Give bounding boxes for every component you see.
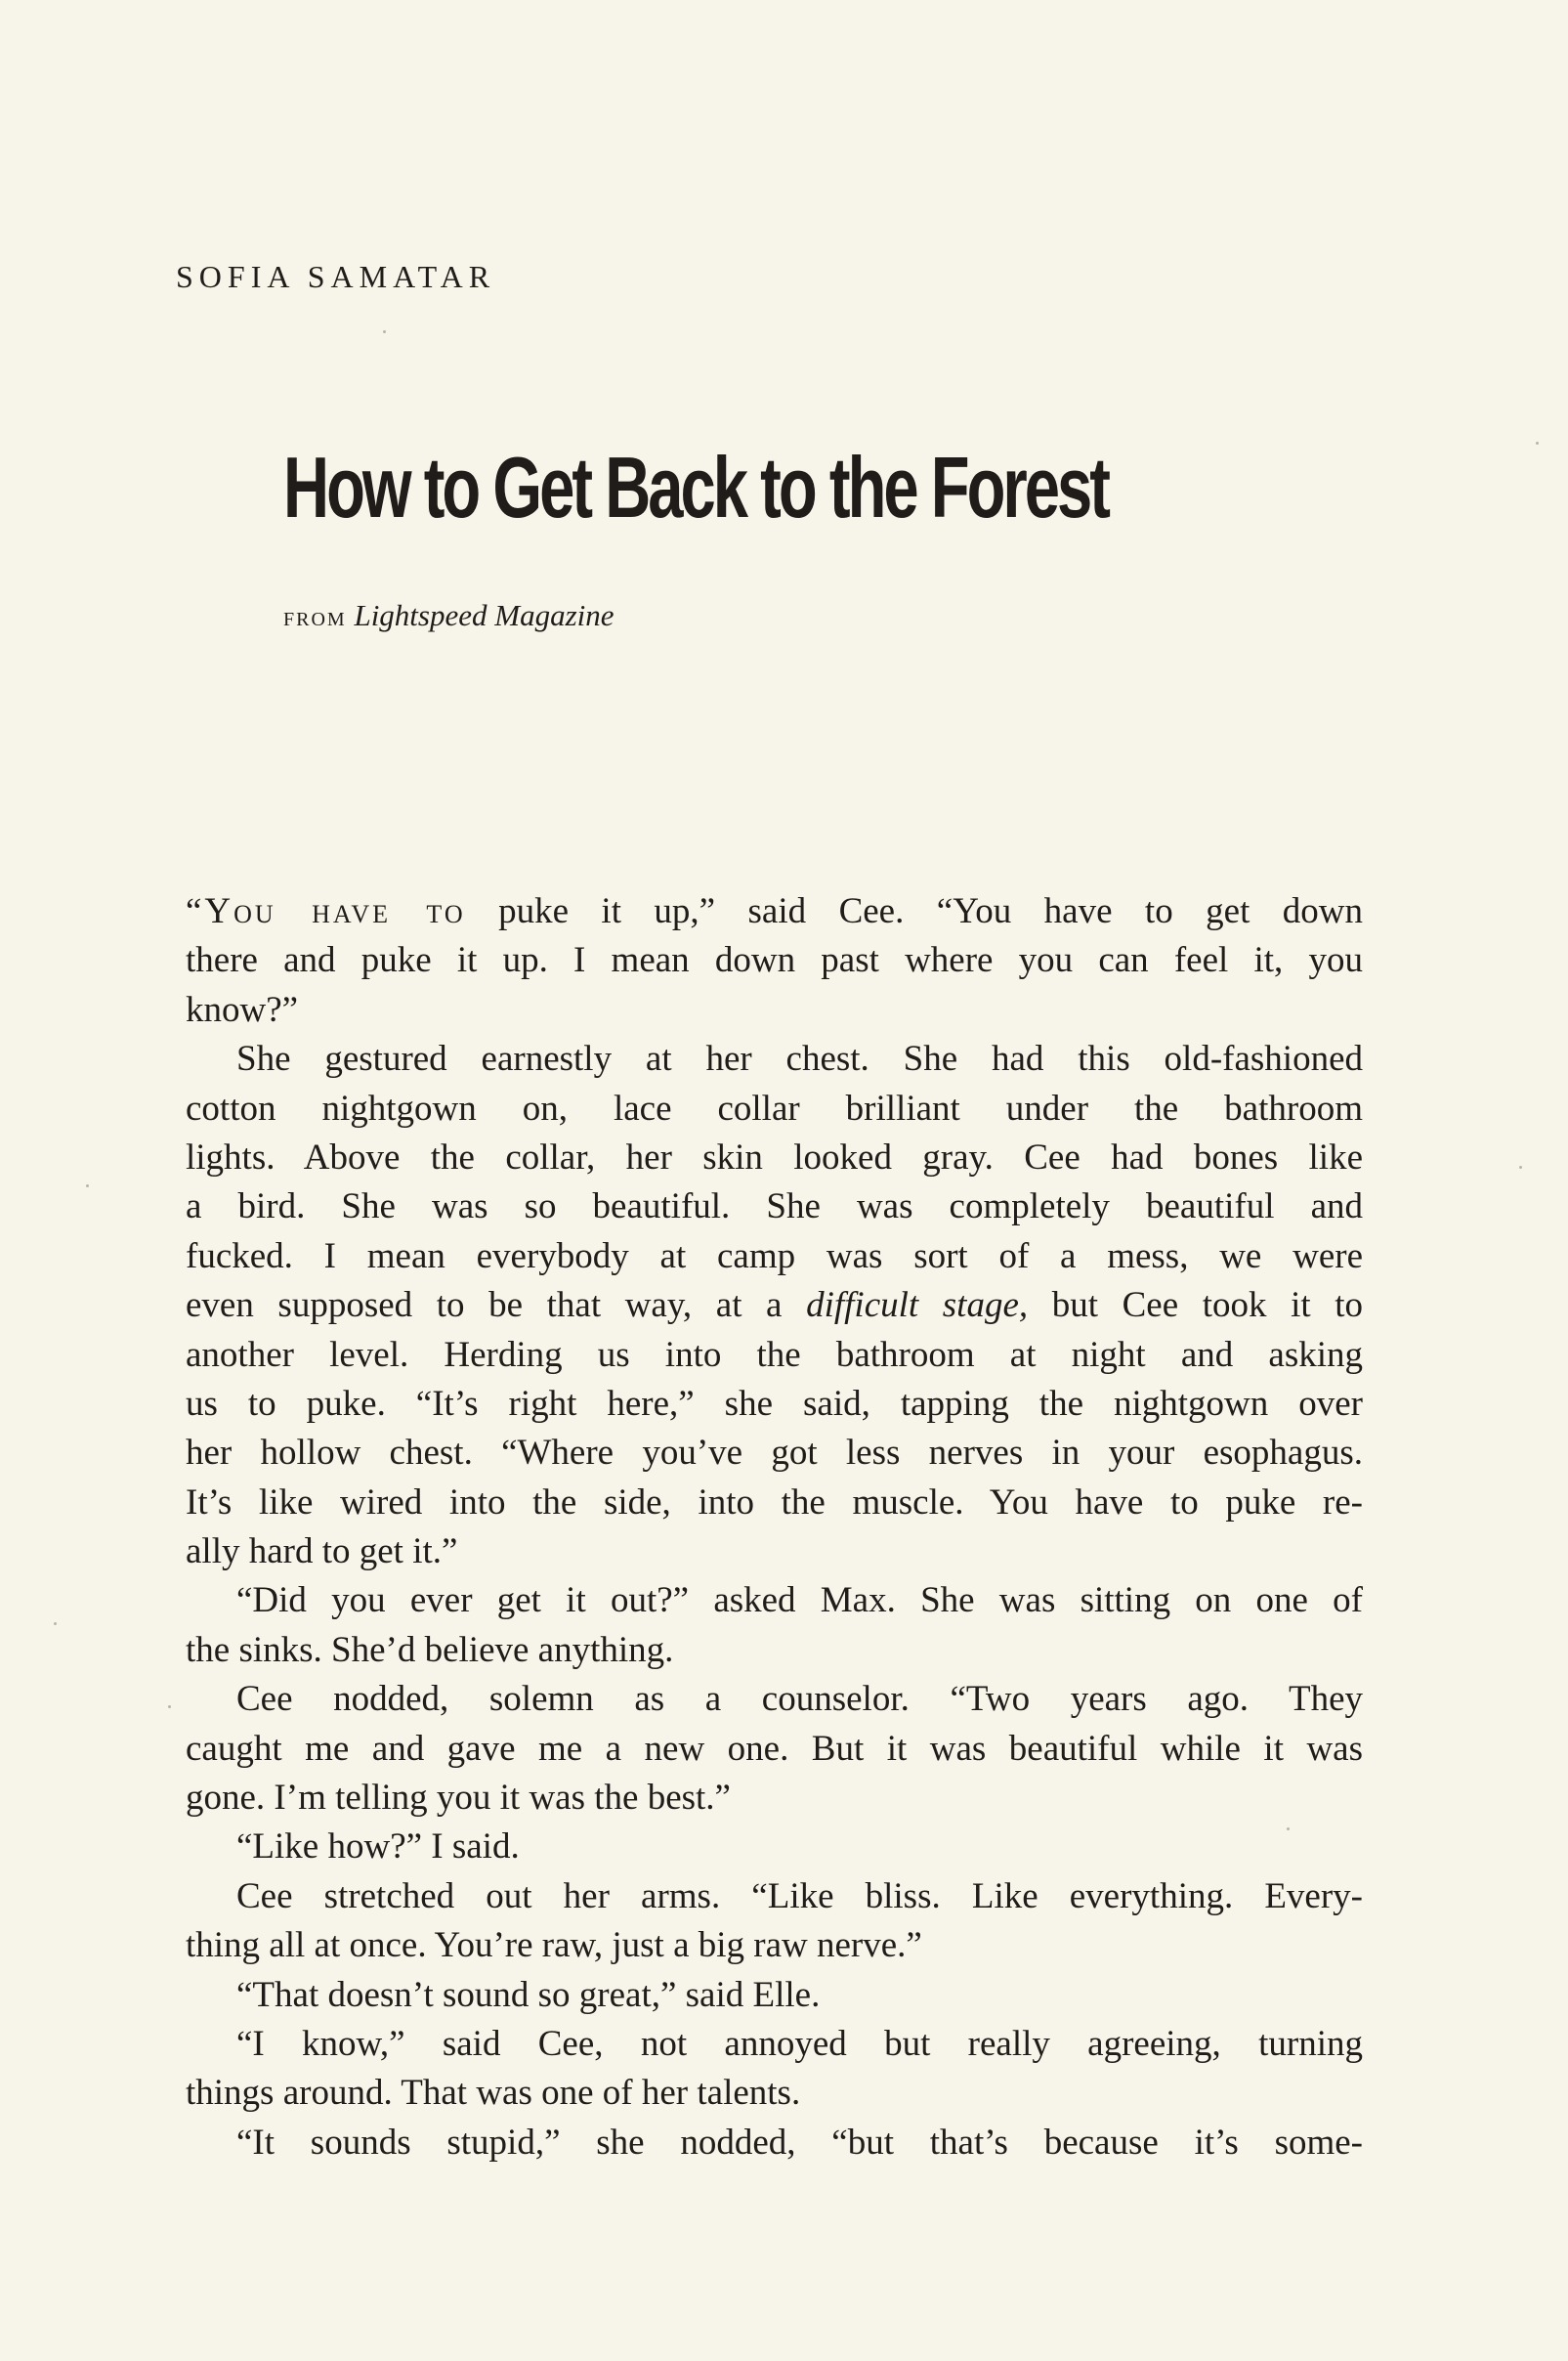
text-span: even supposed to be that way, at a xyxy=(186,1285,783,1326)
source-publication: Lightspeed Magazine xyxy=(354,598,614,632)
text-line: “That doesn’t sound so great,” said Elle. xyxy=(236,1974,821,2015)
story-body xyxy=(186,887,1363,2168)
text-line: “It sounds stupid,” she nodded, “but that’s because it’s some- xyxy=(236,2122,1363,2163)
text-line: “Like how?” I said. xyxy=(236,1826,520,1867)
paper-speck xyxy=(86,1184,89,1187)
paper-speck xyxy=(1519,1166,1522,1169)
text-line: Cee stretched out her arms. “Like bliss. Like everything. Every- xyxy=(236,1875,1363,1916)
text-line: thing all at once. You’re raw, just a big raw nerve.” xyxy=(186,1925,922,1966)
text-line: It’s like wired into the side, into the muscle. You have to puke re- xyxy=(186,1481,1363,1523)
story-title: How to Get Back to the Forest xyxy=(283,439,1109,536)
text-line: Cee nodded, solemn as a counselor. “Two years ago. They xyxy=(236,1679,1363,1720)
text-line xyxy=(186,1281,1363,1330)
opening-small-caps: “You have to xyxy=(186,891,466,931)
text-line: “Did you ever get it out?” asked Max. She was sitting on one of xyxy=(236,1580,1363,1621)
text-line xyxy=(186,887,1363,936)
story-source xyxy=(283,598,614,633)
text-line: there and puke it up. I mean down past where you can feel it, you xyxy=(186,940,1363,981)
paper-speck xyxy=(1287,1827,1290,1830)
text-line: her hollow chest. “Where you’ve got less nerves in your esophagus. xyxy=(186,1433,1363,1474)
text-line: us to puke. “It’s right here,” she said, tapping the nightgown over xyxy=(186,1383,1363,1424)
text-line: cotton nightgown on, lace collar brilliant under the bathroom xyxy=(186,1088,1363,1129)
paper-speck xyxy=(383,330,386,333)
text-line: another level. Herding us into the bathroom at night and asking xyxy=(186,1334,1363,1375)
text-line: fucked. I mean everybody at camp was sort of a mess, we were xyxy=(186,1235,1363,1276)
text-span: but Cee took it to xyxy=(1051,1285,1363,1326)
source-prefix: from xyxy=(283,601,347,632)
text-line: She gestured earnestly at her chest. She had this old-fashioned xyxy=(236,1039,1363,1080)
text-line: know?” xyxy=(186,989,299,1030)
text-line: a bird. She was so beautiful. She was completely beautiful and xyxy=(186,1186,1363,1227)
text-line: gone. I’m telling you it was the best.” xyxy=(186,1778,731,1819)
text-line: “I know,” said Cee, not annoyed but really agreeing, turning xyxy=(236,2023,1363,2064)
text-line: ally hard to get it.” xyxy=(186,1531,458,1572)
text-line: the sinks. She’d believe anything. xyxy=(186,1629,674,1670)
author-name: SOFIA SAMATAR xyxy=(176,259,496,294)
text-span: puke it up,” said Cee. “You have to get down xyxy=(498,891,1364,931)
text-line: caught me and gave me a new one. But it was beautiful while it was xyxy=(186,1728,1363,1769)
text-line: things around. That was one of her talents. xyxy=(186,2073,801,2114)
text-line: lights. Above the collar, her skin looked gray. Cee had bones like xyxy=(186,1137,1363,1178)
paper-speck xyxy=(1536,442,1539,445)
paper-speck xyxy=(168,1705,171,1708)
paper-speck xyxy=(54,1622,57,1625)
italic-phrase: difficult stage, xyxy=(806,1285,1029,1326)
